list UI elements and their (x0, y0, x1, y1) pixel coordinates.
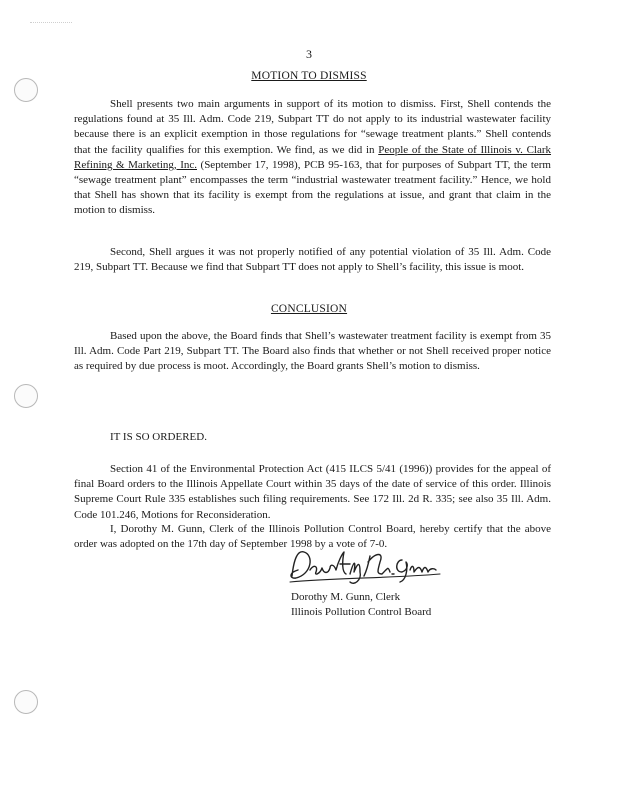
binder-hole-middle (14, 384, 38, 408)
motion-to-dismiss-heading: MOTION TO DISMISS (251, 70, 367, 82)
motion-paragraph-1 (74, 97, 551, 219)
case-citation: People of the State of Illinois v. Clark Refining & Marketing, Inc. (74, 143, 552, 171)
motion-paragraph-1-text-after: (September 17, 1998), PCB 95-163, that for purposes of Subpart TT, the term “sewage treatment plant” encompasses the term “industrial wastewater treatment facility.” Hence, we hold that Shell has shown that its facility is exempt from the regulations at issue, and grant that claim in the motion to dismiss. (74, 158, 551, 217)
conclusion-heading: CONCLUSION (270, 303, 348, 315)
signer-organization: Illinois Pollution Control Board (291, 606, 432, 618)
scan-smudge (30, 22, 72, 25)
binder-hole-bottom (14, 690, 38, 714)
motion-paragraph-1-text-before: Shell presents two main arguments in support of its motion to dismiss. First, Shell contends the regulations found at 35 Ill. Adm. Code 219, Subpart TT do not apply to its industrial wastewater facility because there is an explicit exemption in those regulations for “sewage treatment plants.” Shell contends that the facility qualifies for this exemption. We find, as we did in (74, 98, 551, 156)
signature-block (291, 590, 431, 620)
page-number: 3 (306, 47, 312, 61)
motion-paragraph-2: Second, Shell argues it was not properly notified of any potential violation of 35 Ill. Adm. Code 219, Subpart TT. Because we find that Subpart TT does not apply to Shell’s facility, this issue is moot. (74, 246, 551, 274)
handwritten-signature (284, 540, 444, 588)
certification-paragraph: I, Dorothy M. Gunn, Clerk of the Illinois Pollution Control Board, hereby certify that the above order was adopted on the 17th day of September 1998 by a vote of 7-0. (74, 523, 551, 551)
conclusion-paragraph: Based upon the above, the Board finds that Shell’s wastewater treatment facility is exempt from 35 Ill. Adm. Code Part 219, Subpart TT. The Board also finds that whether or not Shell received proper notice as required by due process is moot. Accordingly, the Board grants Shell’s motion to dismiss. (74, 330, 551, 373)
signer-name: Dorothy M. Gunn, Clerk (291, 591, 401, 603)
so-ordered-line: IT IS SO ORDERED. (110, 431, 207, 443)
appeal-paragraph: Section 41 of the Environmental Protection Act (415 ILCS 5/41 (1996)) provides for the appeal of final Board orders to the Illinois Appellate Court within 35 days of the date of service of this order. Illinois Supreme Court Rule 335 establishes such filing requirements. See 172 Ill. 2d R. 335; see also 35 Ill. Adm. Code 101.246, Motions for Reconsideration. (74, 463, 551, 521)
